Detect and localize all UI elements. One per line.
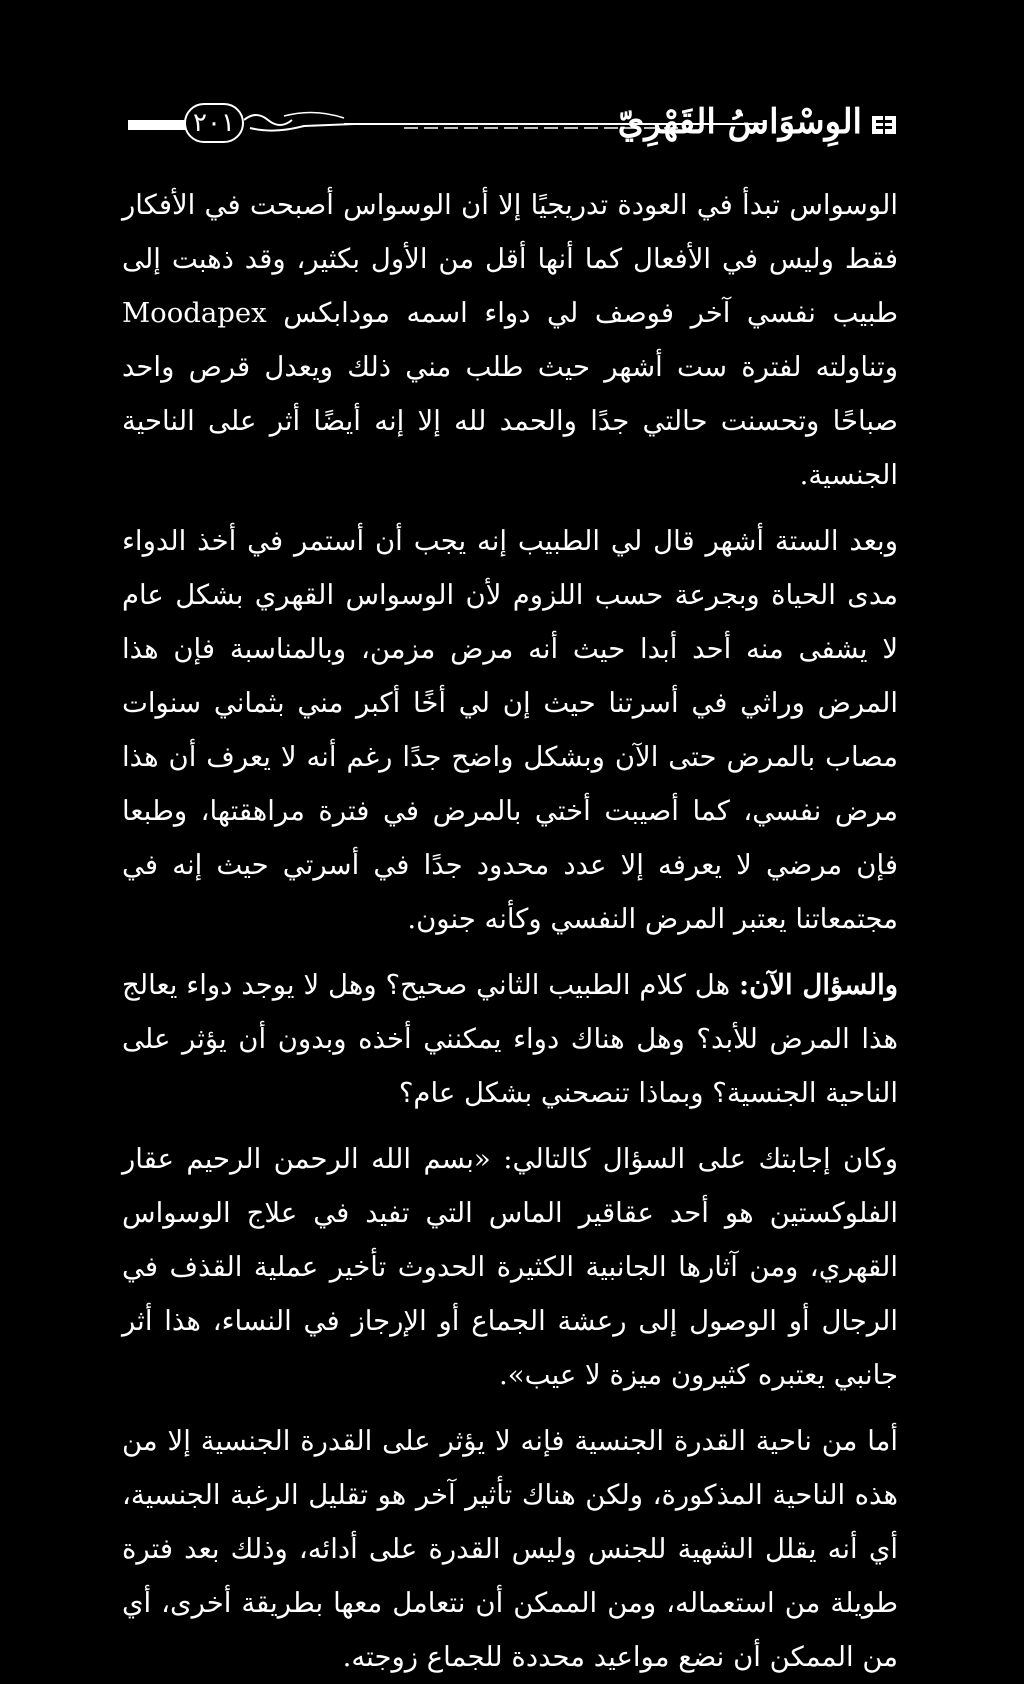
question-text: هل كلام الطبيب الثاني صحيح؟ وهل لا يوجد دواء يعالج هذا المرض للأبد؟ وهل هناك دواء يمكنني أخذه وبدون أن يؤثر على الناحية الجنسية؟ وبماذا تنصحني بشكل عام؟ (122, 969, 898, 1109)
paragraph: الوسواس تبدأ في العودة تدريجيًا إلا أن الوسواس أصبحت في الأفكار فقط وليس في الأفعال كما أنها أقل من الأول بكثير، وقد ذهبت إلى طبيب نفسي آخر فوصف لي دواء اسمه مودابكس Moodapex وتناولته لفترة ست أشهر حيث طلب مني ذلك ويعدل قرص واحد صباحًا وتحسنت حالتي جدًا والحمد لله إلا إنه أيضًا أثر على الناحية الجنسية. (122, 189, 898, 491)
header-rule-left (128, 120, 190, 130)
page-header (118, 100, 900, 150)
paragraph: وكان إجابتك على السؤال كالتالي: «بسم الله الرحمن الرحيم عقار الفلوكستين هو أحد عقاقير الماس التي تفيد في علاج الوسواس القهري، ومن آثارها الجانبية الكثيرة الحدوث تأخير عملية القذف في الرجال أو الوصول إلى رعشة الجماع أو الإرجاز في النساء، هذا أثر جانبي يعتبره كثيرون ميزة لا عيب». (122, 1143, 898, 1391)
running-title: الوِسْوَاسُ القَهْرِيّ (617, 102, 862, 142)
book-icon (870, 113, 898, 137)
page-number: ٢٠١ (184, 103, 244, 143)
paragraph: وبعد الستة أشهر قال لي الطبيب إنه يجب أن أستمر في أخذ الدواء مدى الحياة وبجرعة حسب اللزوم لأن الوسواس القهري بشكل عام لا يشفى منه أحد أبدا حيث أنه مرض مزمن، وبالمناسبة فإن هذا المرض وراثي في أسرتنا حيث إن لي أخًا أكبر مني بثماني سنوات مصاب بالمرض حتى الآن وبشكل واضح جدًا رغم أنه لا يعرف أن هذا مرض نفسي، كما أصيبت أختي بالمرض في فترة مراهقتها، وطبعا فإن مرضي لا يعرفه إلا عدد محدود جدًا في أسرتي حيث إنه في مجتمعاتنا يعتبر المرض النفسي وكأنه جنون. (122, 525, 898, 935)
page-body (122, 178, 898, 1684)
question-label: والسؤال الآن: (738, 969, 899, 1001)
paragraph: أما من ناحية القدرة الجنسية فإنه لا يؤثر على القدرة الجنسية إلا من هذه الناحية المذكورة، ولكن هناك تأثير آخر هو تقليل الرغبة الجنسية، أي أنه يقلل الشهية للجنس وليس القدرة على أدائه، وذلك بعد فترة طويلة من استعماله، ومن الممكن أن نتعامل معها بطريقة أخرى، أي من الممكن أن نضع مواعيد محددة للجماع زوجته. (122, 1425, 898, 1673)
question-paragraph (122, 958, 898, 1120)
